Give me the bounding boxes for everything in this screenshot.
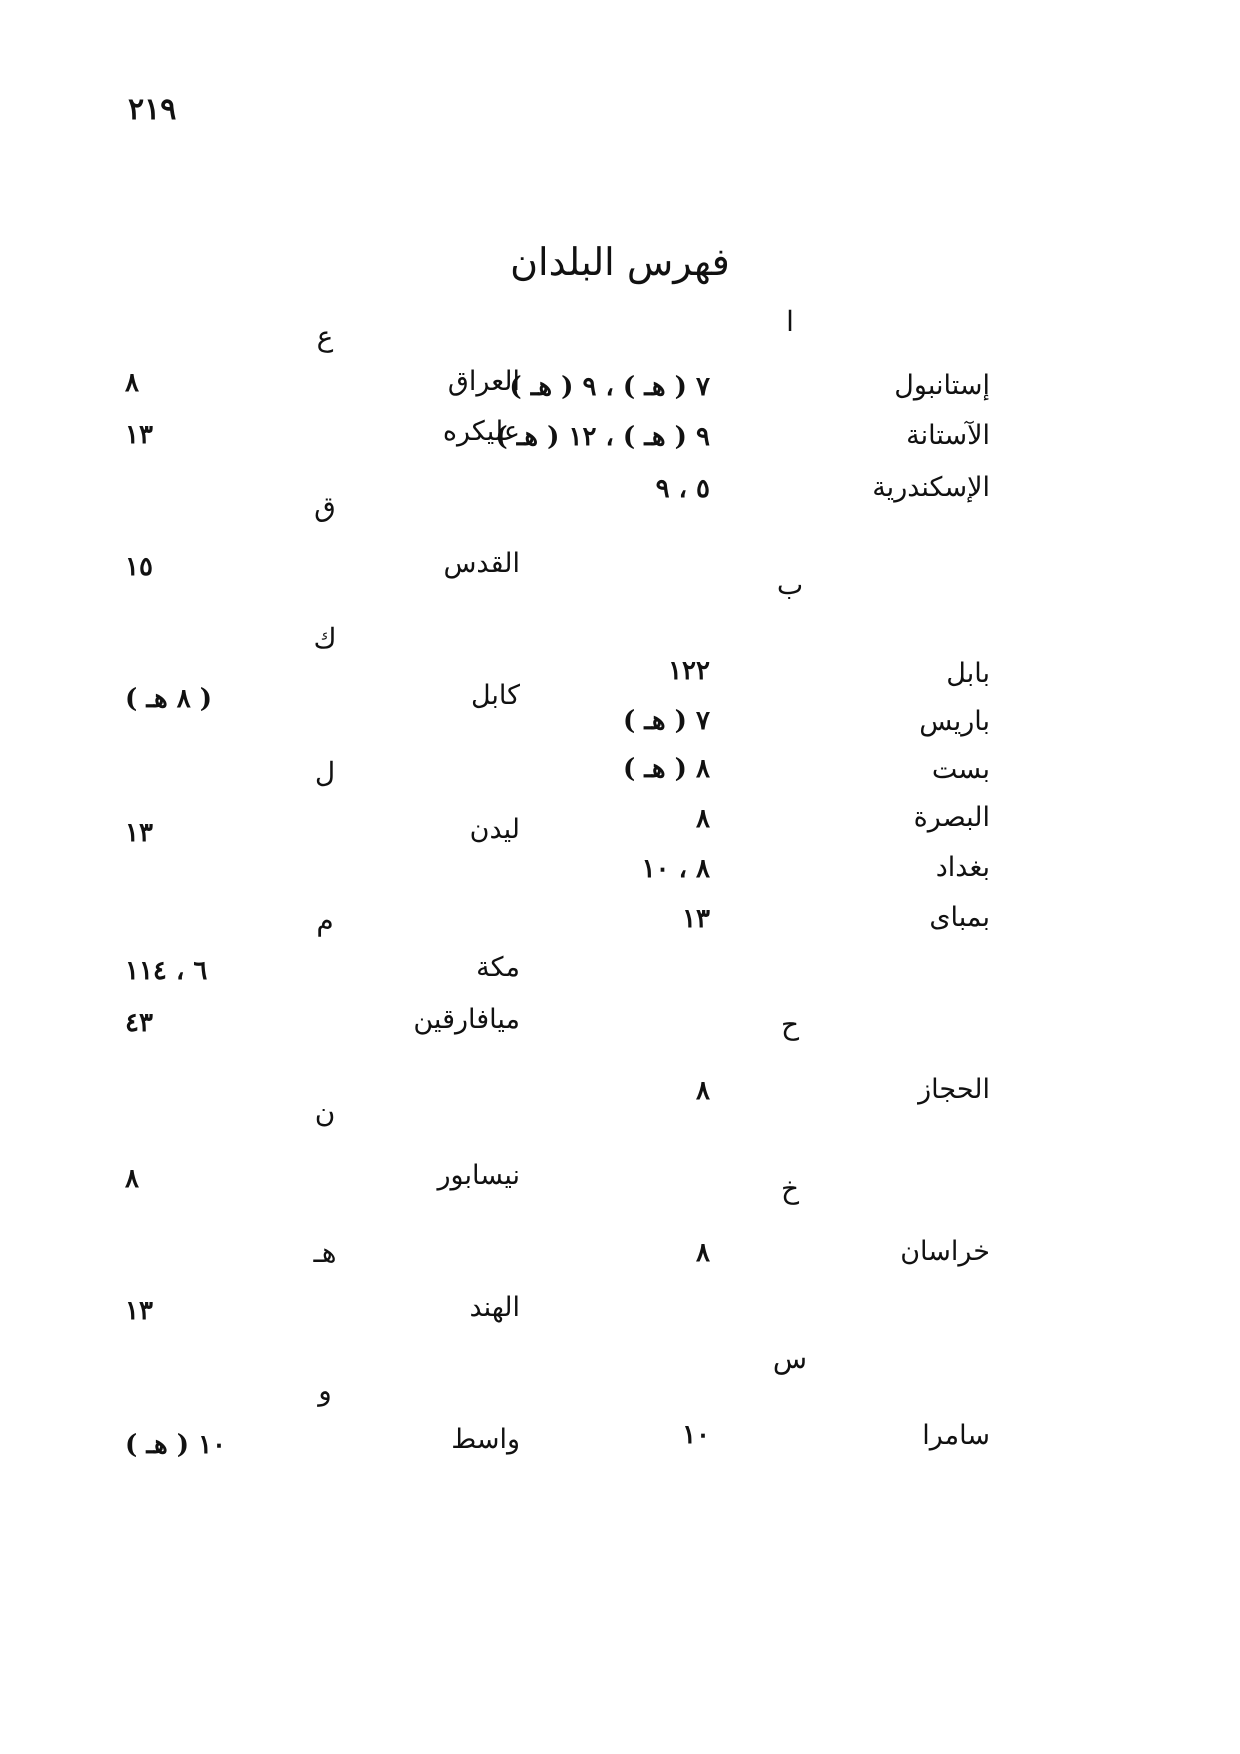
entry-pages: ٨ [696,1238,710,1268]
entry-pages: ٩ ( هـ ) ، ١٢ ( هـ ) [495,422,710,452]
page-number: ٢١٩ [128,92,177,127]
entry-name: القدس [443,548,520,579]
entry-name: الحجاز [918,1074,990,1105]
entry-name: البصرة [913,802,990,833]
entry-pages: ٨ [696,1076,710,1106]
entry-pages: ٤٣ [125,1008,153,1038]
entry-pages: ٥ ، ٩ [655,474,710,504]
section-letter: ق [314,490,336,523]
entry-name: بابل [946,658,990,689]
entry-name: سامرا [922,1420,990,1451]
entry-pages: ١٢٢ [668,656,710,686]
entry-pages: ٨ ، ١٠ [641,854,710,884]
entry-name: واسط [451,1424,520,1455]
section-letter: ع [316,320,334,353]
section-letter: هـ [313,1236,337,1269]
entry-pages: ١٣ [125,420,153,450]
entry-name: الإسكندرية [872,472,990,503]
page-title: فهرس البلدان [510,240,730,284]
entry-pages: ١٠ [682,1420,710,1450]
entry-pages: ٨ ( هـ ) [622,754,710,784]
entry-name: عليكره [442,416,520,447]
section-letter: ح [780,1008,800,1041]
section-letter: ب [776,568,804,601]
section-letter: م [316,904,334,937]
section-letter: خ [780,1172,800,1205]
entry-pages: ١٥ [125,552,153,582]
entry-name: بمباى [929,902,990,933]
entry-pages: ٨ [125,368,139,398]
entry-name: بست [931,754,990,785]
entry-pages: ٨ [125,1164,139,1194]
entry-pages: ٦ ، ١١٤ [125,956,208,986]
entry-pages: ١٣ [125,1296,153,1326]
entry-name: خراسان [900,1236,990,1267]
entry-name: باريس [919,706,990,737]
entry-name: كابل [470,680,520,711]
section-letter: س [772,1342,808,1375]
entry-name: نيسابور [437,1160,520,1191]
section-letter: ا [786,305,794,338]
entry-pages: ١٠ ( هـ ) [125,1430,227,1460]
entry-name: الآستانة [906,420,990,451]
entry-pages: ( ٨ هـ ) [125,684,213,714]
section-letter: ل [314,756,336,789]
section-letter: ن [314,1096,336,1129]
entry-name: مكة [476,952,520,983]
entry-name: إستانبول [894,370,990,401]
entry-name: بغداد [935,852,990,883]
entry-pages: ١٣ [125,818,153,848]
entry-pages: ٧ ( هـ ) [622,706,710,736]
section-letter: ك [313,622,337,655]
entry-pages: ١٣ [682,904,710,934]
entry-name: الهند [469,1292,520,1323]
entry-name: ميافارقين [413,1004,520,1035]
entry-pages: ٨ [696,804,710,834]
entry-pages: ٧ ( هـ ) ، ٩ ( هـ ) [509,372,710,402]
entry-name: العراق [447,366,520,397]
section-letter: و [318,1374,332,1407]
entry-name: ليدن [469,814,520,845]
